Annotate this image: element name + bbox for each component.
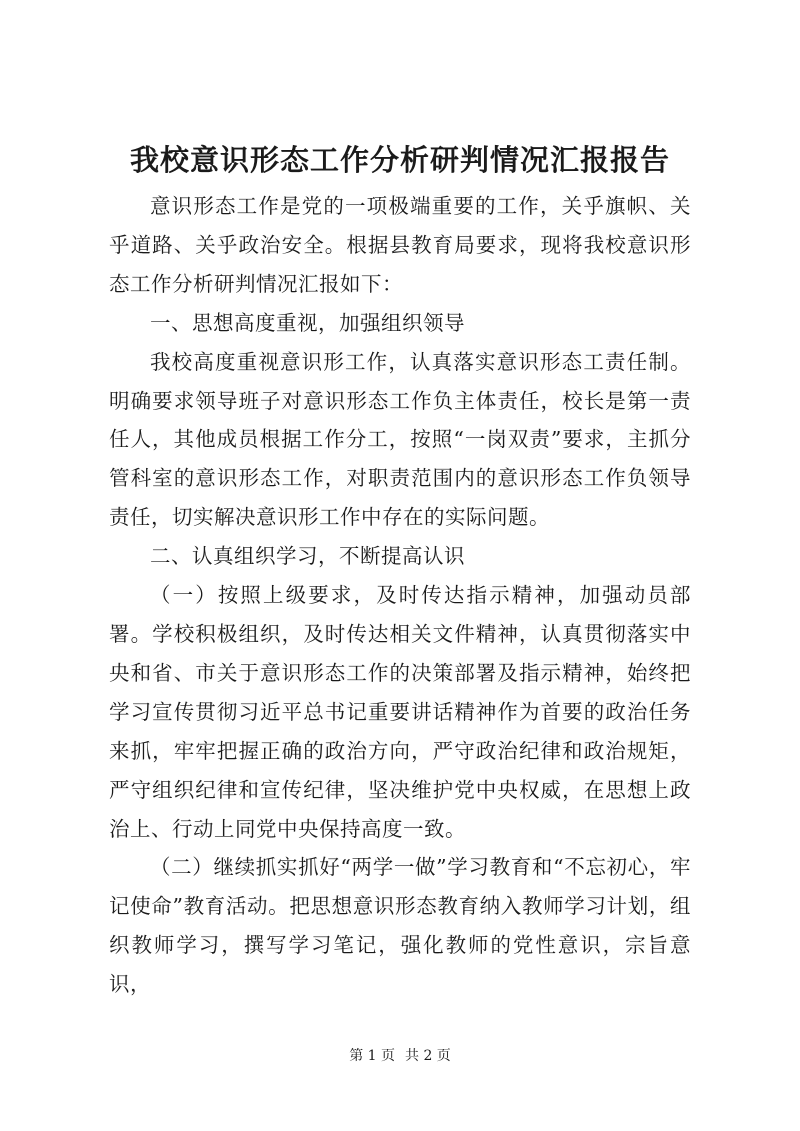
section-2-item-1-paragraph: （一）按照上级要求，及时传达指示精神，加强动员部署。学校积极组织，及时传达相关文件精神，认真贯彻落实中央和省、市关于意识形态工作的决策部署及指示精神，始终把学习宣传贯彻习近平总书记重要讲话精神作为首要的政治任务来抓，牢牢把握正确的政治方向，严守政治纪律和政治规矩，严守组织纪律和宣传纪律，坚决维护党中央权威，在思想上政治上、行动上同党中央保持高度一致。	[109, 583, 691, 841]
section-2-item-2-paragraph: （二）继续抓实抓好“两学一做”学习教育和“不忘初心，牢记使命”教育活动。把思想意识形态教育纳入教师学习计划，组织教师学习，撰写学习笔记，强化教师的党性意识，宗旨意识，	[109, 855, 691, 997]
page-number: 第 1 页	[349, 1048, 395, 1064]
document-title: 我校意识形态工作分析研判情况汇报报告	[129, 143, 670, 177]
page-total: 共 2 页	[405, 1048, 451, 1064]
section-1-paragraph: 我校高度重视意识形工作，认真落实意识形态工责任制。明确要求领导班子对意识形态工作负主体责任，校长是第一责任人，其他成员根据工作分工，按照“一岗双责”要求，主抓分管科室的意识形态工作，对职责范围内的意识形态工作负领导责任，切实解决意识形工作中存在的实际问题。	[109, 349, 691, 530]
section-heading-1: 一、思想高度重视，加强组织领导	[150, 310, 465, 335]
section-heading-2: 二、认真组织学习，不断提高认识	[150, 544, 465, 569]
document-body	[109, 187, 691, 1004]
page-footer	[0, 1046, 800, 1066]
intro-paragraph: 意识形态工作是党的一项极端重要的工作，关乎旗帜、关乎道路、关乎政治安全。根据县教育局要求，现将我校意识形态工作分析研判情况汇报如下：	[109, 194, 691, 296]
